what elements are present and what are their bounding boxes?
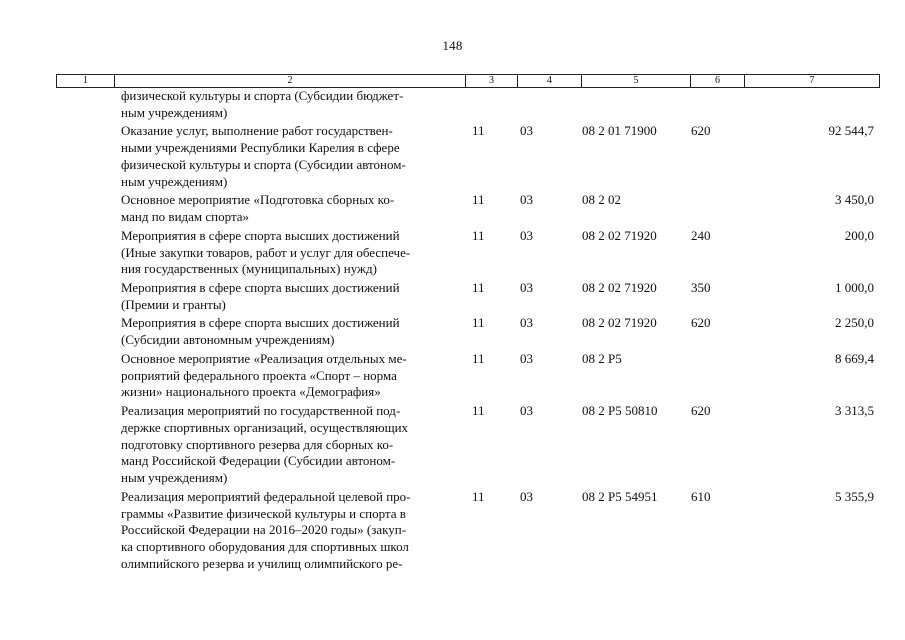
row-amount: 200,0 — [844, 227, 874, 243]
row-description: Мероприятия в сфере спорта высших достижений (Субсидии автономным учреждениям) — [121, 315, 400, 348]
row-expense-type: 350 — [691, 279, 711, 295]
row-subsection: 03 — [520, 315, 533, 331]
row-section: 11 — [472, 350, 485, 366]
table-body — [0, 88, 905, 573]
table-row — [0, 280, 905, 314]
row-amount: 8 669,4 — [835, 350, 874, 366]
row-description: Мероприятия в сфере спорта высших достижений (Премии и гранты) — [121, 279, 400, 312]
header-col-4: 4 — [518, 75, 582, 87]
page-number: 148 — [442, 38, 463, 53]
row-section: 11 — [472, 488, 485, 504]
header-col-1: 1 — [57, 75, 115, 87]
row-amount: 2 250,0 — [835, 315, 874, 331]
row-section: 11 — [472, 279, 485, 295]
table-row — [0, 228, 905, 278]
table-row — [0, 489, 905, 573]
header-col-3: 3 — [466, 75, 518, 87]
row-target-code: 08 2 P5 — [582, 350, 622, 366]
row-subsection: 03 — [520, 350, 533, 366]
row-target-code: 08 2 01 71900 — [582, 123, 657, 139]
row-target-code: 08 2 P5 50810 — [582, 402, 658, 418]
row-section: 11 — [472, 315, 485, 331]
header-col-2: 2 — [115, 75, 466, 87]
row-description: Основное мероприятие «Реализация отдельных ме- роприятий федерального проекта «Спорт – норма жизни» национального проекта «Демография» — [121, 350, 407, 400]
row-description: Основное мероприятие «Подготовка сборных ко- манд по видам спорта» — [121, 192, 395, 225]
row-target-code: 08 2 02 71920 — [582, 315, 657, 331]
table-row — [0, 315, 905, 349]
table-header-row — [56, 74, 880, 88]
row-expense-type: 620 — [691, 123, 711, 139]
row-section: 11 — [472, 227, 485, 243]
row-section: 11 — [472, 123, 485, 139]
row-subsection: 03 — [520, 402, 533, 418]
row-description: Мероприятия в сфере спорта высших достижений (Иные закупки товаров, работ и услуг для обеспече- ния государственных (муниципальных) нужд) — [121, 227, 411, 277]
table-row — [0, 403, 905, 487]
row-expense-type: 610 — [691, 488, 711, 504]
row-amount: 92 544,7 — [828, 123, 874, 139]
row-section: 11 — [472, 402, 485, 418]
row-section: 11 — [472, 192, 485, 208]
row-amount: 3 313,5 — [835, 402, 874, 418]
row-expense-type: 620 — [691, 315, 711, 331]
table-row — [0, 351, 905, 401]
row-target-code: 08 2 02 — [582, 192, 621, 208]
row-subsection: 03 — [520, 488, 533, 504]
table-row — [0, 88, 905, 122]
row-expense-type: 240 — [691, 227, 711, 243]
header-col-5: 5 — [582, 75, 691, 87]
row-description: Реализация мероприятий федеральной целевой про- граммы «Развитие физической культуры и спорта в Российской Федерации на 2016–2020 годы» (закуп- ка спортивного оборудования для спортивных школ олимпийского резерва и училищ олимпийского ре- — [121, 488, 411, 571]
row-subsection: 03 — [520, 279, 533, 295]
row-target-code: 08 2 02 71920 — [582, 279, 657, 295]
header-col-7: 7 — [745, 75, 880, 87]
row-subsection: 03 — [520, 227, 533, 243]
row-amount: 5 355,9 — [835, 488, 874, 504]
row-subsection: 03 — [520, 192, 533, 208]
row-target-code: 08 2 02 71920 — [582, 227, 657, 243]
table-row — [0, 123, 905, 190]
table-row — [0, 192, 905, 226]
header-col-6: 6 — [691, 75, 745, 87]
row-target-code: 08 2 P5 54951 — [582, 488, 658, 504]
row-description: физической культуры и спорта (Субсидии бюджет- ным учреждениям) — [121, 88, 404, 120]
row-amount: 1 000,0 — [835, 279, 874, 295]
row-expense-type: 620 — [691, 402, 711, 418]
row-subsection: 03 — [520, 123, 533, 139]
row-description: Реализация мероприятий по государственной под- держке спортивных организаций, осуществляющих подготовку спортивного резерва для сборных ко- манд Российской Федерации (Субсидии автоном- ным учреждениям) — [121, 402, 409, 486]
row-description: Оказание услуг, выполнение работ государствен- ными учреждениями Республики Карелия в сфере физической культуры и спорта (Субсидии автоном- ным учреждениям) — [121, 123, 406, 189]
row-amount: 3 450,0 — [835, 192, 874, 208]
